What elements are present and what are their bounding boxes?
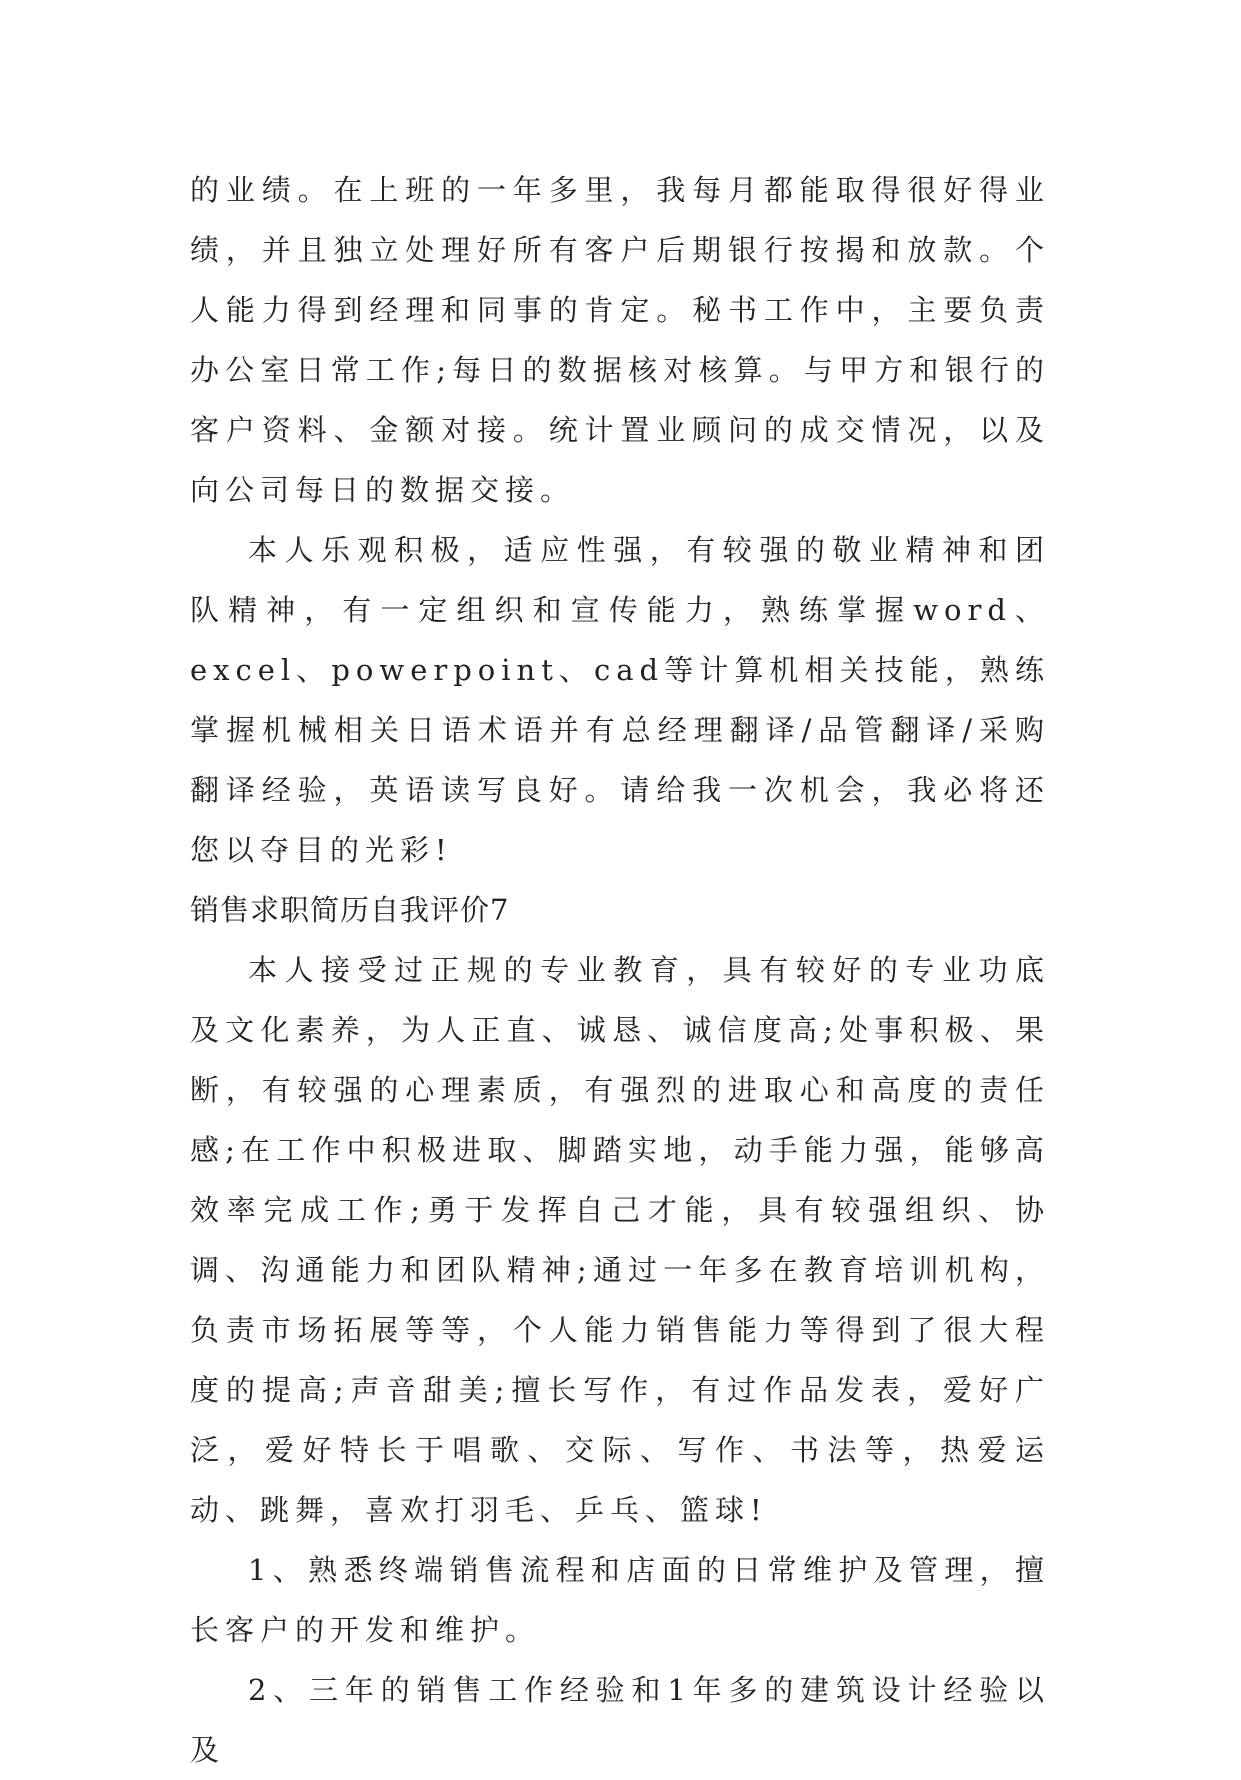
paragraph-item-2: 2、三年的销售工作经验和1年多的建筑设计经验以及 xyxy=(190,1673,1050,1767)
paragraph-continuation: 的业绩。在上班的一年多里，我每月都能取得很好得业绩，并且独立处理好所有客户后期银行按揭和放款。个人能力得到经理和同事的肯定。秘书工作中，主要负责办公室日常工作;每日的数据核对核算。与甲方和银行的客户资料、金额对接。统计置业顾问的成交情况，以及向公司每日的数据交接。 xyxy=(190,173,1050,507)
paragraph-self-evaluation: 本人接受过正规的专业教育，具有较好的专业功底及文化素养，为人正直、诚恳、诚信度高;处事积极、果断，有较强的心理素质，有强烈的进取心和高度的责任感;在工作中积极进取、脚踏实地，动手能力强，能够高效率完成工作;勇于发挥自己才能，具有较强组织、协调、沟通能力和团队精神;通过一年多在教育培训机构，负责市场拓展等等，个人能力销售能力等得到了很大程度的提高;声音甜美;擅长写作，有过作品发表，爱好广泛，爱好特长于唱歌、交际、写作、书法等，热爱运动、跳舞，喜欢打羽毛、乒乓、篮球! xyxy=(190,953,1050,1527)
paragraph-self-description: 本人乐观积极，适应性强，有较强的敬业精神和团队精神，有一定组织和宣传能力，熟练掌握word、excel、powerpoint、cad等计算机相关技能，熟练掌握机械相关日语术语并有总经理翻译/品管翻译/采购翻译经验，英语读写良好。请给我一次机会，我必将还您以夺目的光彩! xyxy=(190,533,1050,867)
document-body xyxy=(190,160,1050,1780)
section-heading: 销售求职简历自我评价7 xyxy=(190,893,510,927)
paragraph-item-1: 1、熟悉终端销售流程和店面的日常维护及管理，擅长客户的开发和维护。 xyxy=(190,1553,1050,1647)
